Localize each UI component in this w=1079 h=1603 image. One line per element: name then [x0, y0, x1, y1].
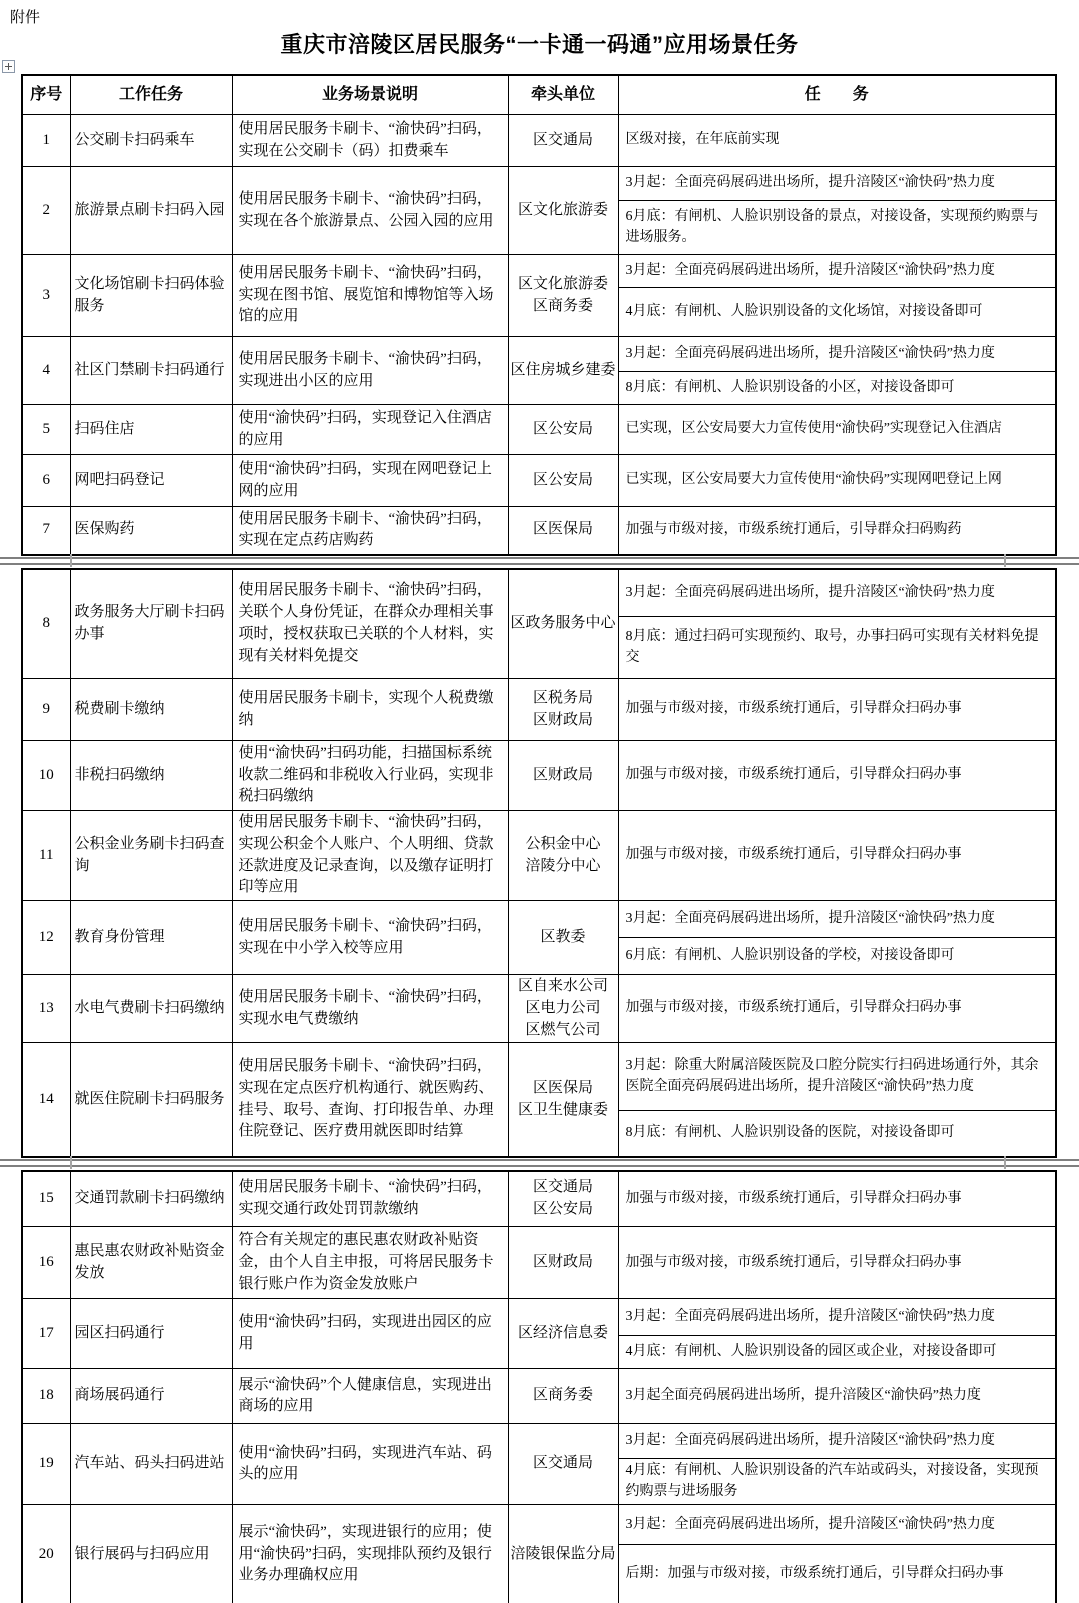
scenario-cell: 使用居民服务卡刷卡、“渝快码”扫码，实现在图书馆、展览馆和博物馆等入场馆的应用: [232, 255, 508, 337]
work-task-cell: 教育身份管理: [70, 901, 232, 975]
row-number-cell: 1: [22, 115, 70, 167]
work-task-cell: 政务服务大厅刷卡扫码办事: [70, 569, 232, 679]
table-row: [22, 1299, 1056, 1336]
page-title: 重庆市涪陵区居民服务“一卡通一码通”应用场景任务: [280, 32, 799, 57]
lead-unit-cell: [508, 455, 618, 507]
task-item-cell: 3月起：除重大附属涪陵医院及口腔分院实行扫码进场通行外，其余医院全面亮码展码进出场所，提升涪陵区“渝快码”热力度: [618, 1043, 1056, 1111]
lead-unit-cell: [508, 115, 618, 167]
table-row: [22, 1227, 1056, 1299]
lead-unit-cell: [508, 901, 618, 975]
table-row: [22, 1171, 1056, 1227]
task-item-cell: 8月底：通过扫码可实现预约、取号，办事扫码可实现有关材料免提交: [618, 617, 1056, 679]
table-row: [22, 811, 1056, 901]
scenario-cell: 使用居民服务卡刷卡，实现个人税费缴纳: [232, 679, 508, 741]
lead-unit-cell: [508, 679, 618, 741]
lead-unit-line: 区财政局: [532, 711, 593, 728]
table-row: [22, 679, 1056, 741]
page-break-line: [0, 563, 1079, 565]
table-row: [22, 337, 1056, 372]
lead-unit-line: 区商务委: [532, 1387, 593, 1404]
scenario-cell: 使用居民服务卡刷卡、“渝快码”扫码，实现在定点药店购药: [232, 507, 508, 555]
row-number-cell: 16: [22, 1227, 70, 1299]
table-row: [22, 167, 1056, 201]
move-handle-bar: [8, 63, 9, 70]
task-item-cell: 加强与市级对接，市级系统打通后，引导群众扫码办事: [618, 1171, 1056, 1227]
task-item-cell: 后期：加强与市级对接，市级系统打通后，引导群众扫码办事: [618, 1545, 1056, 1603]
lead-unit-line: 区文化旅游委: [517, 275, 608, 292]
lead-unit-line: 区自来水公司: [517, 978, 608, 994]
lead-unit-cell: [508, 255, 618, 337]
row-number-cell: 5: [22, 405, 70, 455]
task-item-cell: 加强与市级对接，市级系统打通后，引导群众扫码办事: [618, 741, 1056, 811]
row-number-cell: 15: [22, 1171, 70, 1227]
lead-unit-line: 涪陵分中心: [525, 857, 601, 874]
lead-unit-cell: [508, 405, 618, 455]
lead-unit-cell: [508, 1171, 618, 1227]
task-item-cell: 3月起：全面亮码展码进出场所，提升涪陵区“渝快码”热力度: [618, 337, 1056, 372]
scenario-cell: 使用居民服务卡刷卡、“渝快码”扫码，实现在定点医疗机构通行、就医购药、挂号、取号、查询、打印报告单、办理住院登记、医疗费用就医即时结算: [232, 1043, 508, 1157]
table-row: [22, 975, 1056, 1043]
lead-unit-cell: [508, 507, 618, 555]
work-task-cell: 扫码住店: [70, 405, 232, 455]
row-number-cell: 2: [22, 167, 70, 255]
task-item-cell: 4月底：有闸机、人脸识别设备的文化场馆，对接设备即可: [618, 288, 1056, 337]
task-item-cell: 3月起：全面亮码展码进出场所，提升涪陵区“渝快码”热力度: [618, 1424, 1056, 1459]
work-task-cell: 银行展码与扫码应用: [70, 1505, 232, 1603]
lead-unit-cell: [508, 975, 618, 1043]
lead-unit-cell: [508, 1505, 618, 1603]
page-break-tick: [1004, 554, 1006, 567]
page-break-divider: [0, 1158, 1079, 1170]
column-header: 工作任务: [70, 75, 232, 115]
lead-unit-cell: [508, 811, 618, 901]
page-break-divider: [0, 556, 1079, 568]
header-row: [22, 75, 1056, 115]
task-item-cell: 加强与市级对接，市级系统打通后，引导群众扫码购药: [618, 507, 1056, 555]
task-table-page-3: [21, 1170, 1057, 1603]
page-break-tick: [1004, 1156, 1006, 1169]
work-task-cell: 就医住院刷卡扫码服务: [70, 1043, 232, 1157]
scenario-cell: 使用“渝快码”扫码功能，扫描国标系统收款二维码和非税收入行业码，实现非税扫码缴纳: [232, 741, 508, 811]
work-task-cell: 惠民惠农财政补贴资金发放: [70, 1227, 232, 1299]
row-number-cell: 13: [22, 975, 70, 1043]
task-item-cell: 3月起全面亮码展码进出场所，提升涪陵区“渝快码”热力度: [618, 1369, 1056, 1424]
task-item-cell: 3月起：全面亮码展码进出场所，提升涪陵区“渝快码”热力度: [618, 255, 1056, 288]
scenario-cell: 符合有关规定的惠民惠农财政补贴资金，由个人自主申报，可将居民服务卡银行账户作为资金发放账户: [232, 1227, 508, 1299]
table-row: [22, 1505, 1056, 1545]
lead-unit-line: 区公安局: [532, 420, 593, 437]
table-row: [22, 405, 1056, 455]
table-row: [22, 455, 1056, 507]
task-item-cell: 3月起：全面亮码展码进出场所，提升涪陵区“渝快码”热力度: [618, 1505, 1056, 1545]
work-task-cell: 医保购药: [70, 507, 232, 555]
work-task-cell: 社区门禁刷卡扫码通行: [70, 337, 232, 405]
attachment-label: 附件: [10, 10, 41, 26]
row-number-cell: 20: [22, 1505, 70, 1603]
scenario-cell: 使用“渝快码”扫码，实现进出园区的应用: [232, 1299, 508, 1369]
row-number-cell: 4: [22, 337, 70, 405]
task-item-cell: 3月起：全面亮码展码进出场所，提升涪陵区“渝快码”热力度: [618, 569, 1056, 617]
task-item-cell: 4月底：有闸机、人脸识别设备的园区或企业，对接设备即可: [618, 1336, 1056, 1369]
table-row: [22, 1043, 1056, 1111]
page-break-tick: [70, 1156, 72, 1169]
lead-unit-line: 公积金中心: [525, 835, 601, 852]
table-area: [0, 74, 1079, 1603]
lead-unit-cell: [508, 167, 618, 255]
task-item-cell: 已实现，区公安局要大力宣传使用“渝快码”实现网吧登记上网: [618, 455, 1056, 507]
task-item-cell: 加强与市级对接，市级系统打通后，引导群众扫码办事: [618, 811, 1056, 901]
scenario-cell: 展示“渝快码”个人健康信息，实现进出商场的应用: [232, 1369, 508, 1424]
page-break-line: [0, 1159, 1079, 1161]
table-row: [22, 1424, 1056, 1459]
row-number-cell: 14: [22, 1043, 70, 1157]
task-item-cell: 8月底：有闸机、人脸识别设备的小区，对接设备即可: [618, 372, 1056, 405]
task-table-page-1: [21, 74, 1057, 556]
work-task-cell: 水电气费刷卡扫码缴纳: [70, 975, 232, 1043]
row-number-cell: 17: [22, 1299, 70, 1369]
task-item-cell: 6月底：有闸机、人脸识别设备的学校，对接设备即可: [618, 938, 1056, 975]
task-item-cell: 3月起：全面亮码展码进出场所，提升涪陵区“渝快码”热力度: [618, 1299, 1056, 1336]
row-number-cell: 18: [22, 1369, 70, 1424]
lead-unit-cell: [508, 741, 618, 811]
scenario-cell: 使用“渝快码”扫码，实现进汽车站、码头的应用: [232, 1424, 508, 1505]
lead-unit-cell: [508, 1043, 618, 1157]
row-number-cell: 19: [22, 1424, 70, 1505]
scenario-cell: 使用居民服务卡刷卡、“渝快码”扫码，实现在各个旅游景点、公园入园的应用: [232, 167, 508, 255]
table-row: [22, 1369, 1056, 1424]
table-row: [22, 507, 1056, 555]
task-table-page-2: [21, 568, 1057, 1158]
row-number-cell: 3: [22, 255, 70, 337]
work-task-cell: 交通罚款刷卡扫码缴纳: [70, 1171, 232, 1227]
work-task-cell: 商场展码通行: [70, 1369, 232, 1424]
task-item-cell: 加强与市级对接，市级系统打通后，引导群众扫码办事: [618, 975, 1056, 1043]
lead-unit-line: 区燃气公司: [525, 1021, 601, 1038]
scenario-cell: 使用居民服务卡刷卡、“渝快码”扫码，实现在公交刷卡（码）扣费乘车: [232, 115, 508, 167]
lead-unit-cell: [508, 1369, 618, 1424]
lead-unit-line: 区公安局: [532, 471, 593, 488]
work-task-cell: 税费刷卡缴纳: [70, 679, 232, 741]
work-task-cell: 网吧扫码登记: [70, 455, 232, 507]
table-move-handle-icon[interactable]: [2, 60, 15, 73]
task-item-cell: 4月底：有闸机、人脸识别设备的汽车站或码头，对接设备，实现预约购票与进场服务: [618, 1459, 1056, 1505]
table-row: [22, 901, 1056, 938]
scenario-cell: 使用居民服务卡刷卡、“渝快码”扫码，实现水电气费缴纳: [232, 975, 508, 1043]
page-break-tick: [70, 554, 72, 567]
lead-unit-line: 区交通局: [532, 1179, 593, 1196]
table-row: [22, 741, 1056, 811]
scenario-cell: 使用居民服务卡刷卡、“渝快码”扫码，实现交通行政处罚罚款缴纳: [232, 1171, 508, 1227]
lead-unit-line: 区税务局: [532, 689, 593, 706]
lead-unit-line: 区政务服务中心: [510, 614, 616, 631]
table-row: [22, 569, 1056, 617]
row-number-cell: 11: [22, 811, 70, 901]
work-task-cell: 文化场馆刷卡扫码体验服务: [70, 255, 232, 337]
task-item-cell: 8月底：有闸机、人脸识别设备的医院，对接设备即可: [618, 1111, 1056, 1157]
work-task-cell: 园区扫码通行: [70, 1299, 232, 1369]
lead-unit-line: 涪陵银保监分局: [510, 1545, 616, 1562]
task-item-cell: 6月底：有闸机、人脸识别设备的景点，对接设备，实现预约购票与进场服务。: [618, 201, 1056, 255]
work-task-cell: 汽车站、码头扫码进站: [70, 1424, 232, 1505]
task-item-cell: 已实现，区公安局要大力宣传使用“渝快码”实现登记入住酒店: [618, 405, 1056, 455]
lead-unit-cell: [508, 1299, 618, 1369]
task-item-cell: 区级对接，在年底前实现: [618, 115, 1056, 167]
lead-unit-line: 区公安局: [532, 1201, 593, 1217]
lead-unit-line: 区医保局: [532, 1079, 593, 1096]
page-break-line: [0, 1165, 1079, 1167]
table-row: [22, 255, 1056, 288]
column-header: 业务场景说明: [232, 75, 508, 115]
work-task-cell: 旅游景点刷卡扫码入园: [70, 167, 232, 255]
row-number-cell: 9: [22, 679, 70, 741]
lead-unit-line: 区医保局: [532, 521, 593, 538]
lead-unit-line: 区商务委: [532, 297, 593, 314]
table-row: [22, 115, 1056, 167]
row-number-cell: 10: [22, 741, 70, 811]
scenario-cell: 展示“渝快码”，实现进银行的应用；使用“渝快码”扫码，实现排队预约及银行业务办理确权应用: [232, 1505, 508, 1603]
work-task-cell: 公积金业务刷卡扫码查询: [70, 811, 232, 901]
column-header: 任 务: [618, 75, 1056, 115]
lead-unit-line: 区财政局: [532, 1253, 593, 1270]
scenario-cell: 使用居民服务卡刷卡、“渝快码”扫码，实现在中小学入校等应用: [232, 901, 508, 975]
task-item-cell: 3月起：全面亮码展码进出场所，提升涪陵区“渝快码”热力度: [618, 901, 1056, 938]
scenario-cell: 使用“渝快码”扫码，实现登记入住酒店的应用: [232, 405, 508, 455]
lead-unit-line: 区卫生健康委: [517, 1101, 608, 1118]
row-number-cell: 7: [22, 507, 70, 555]
lead-unit-cell: [508, 1227, 618, 1299]
lead-unit-line: 区财政局: [532, 766, 593, 783]
row-number-cell: 8: [22, 569, 70, 679]
column-header: 序号: [22, 75, 70, 115]
scenario-cell: 使用居民服务卡刷卡、“渝快码”扫码，实现公积金个人账户、个人明细、贷款还款进度及记录查询，以及缴存证明打印等应用: [232, 811, 508, 901]
task-item-cell: 加强与市级对接，市级系统打通后，引导群众扫码办事: [618, 1227, 1056, 1299]
column-header: 牵头单位: [508, 75, 618, 115]
lead-unit-cell: [508, 569, 618, 679]
lead-unit-line: 区教委: [540, 928, 586, 945]
row-number-cell: 12: [22, 901, 70, 975]
page-break-line: [0, 557, 1079, 559]
scenario-cell: 使用居民服务卡刷卡、“渝快码”扫码，实现进出小区的应用: [232, 337, 508, 405]
lead-unit-cell: [508, 1424, 618, 1505]
lead-unit-cell: [508, 337, 618, 405]
lead-unit-line: 区文化旅游委: [517, 201, 608, 218]
scenario-cell: 使用居民服务卡刷卡、“渝快码”扫码，关联个人身份凭证，在群众办理相关事项时，授权获取已关联的个人材料，实现有关材料免提交: [232, 569, 508, 679]
task-item-cell: 加强与市级对接，市级系统打通后，引导群众扫码办事: [618, 679, 1056, 741]
work-task-cell: 公交刷卡扫码乘车: [70, 115, 232, 167]
work-task-cell: 非税扫码缴纳: [70, 741, 232, 811]
lead-unit-line: 区住房城乡建委: [510, 361, 616, 378]
row-number-cell: 6: [22, 455, 70, 507]
lead-unit-line: 区经济信息委: [517, 1324, 608, 1341]
lead-unit-line: 区交通局: [532, 1455, 593, 1472]
task-item-cell: 3月起：全面亮码展码进出场所，提升涪陵区“渝快码”热力度: [618, 167, 1056, 201]
scenario-cell: 使用“渝快码”扫码，实现在网吧登记上网的应用: [232, 455, 508, 507]
lead-unit-line: 区交通局: [532, 131, 593, 148]
lead-unit-line: 区电力公司: [525, 999, 601, 1016]
